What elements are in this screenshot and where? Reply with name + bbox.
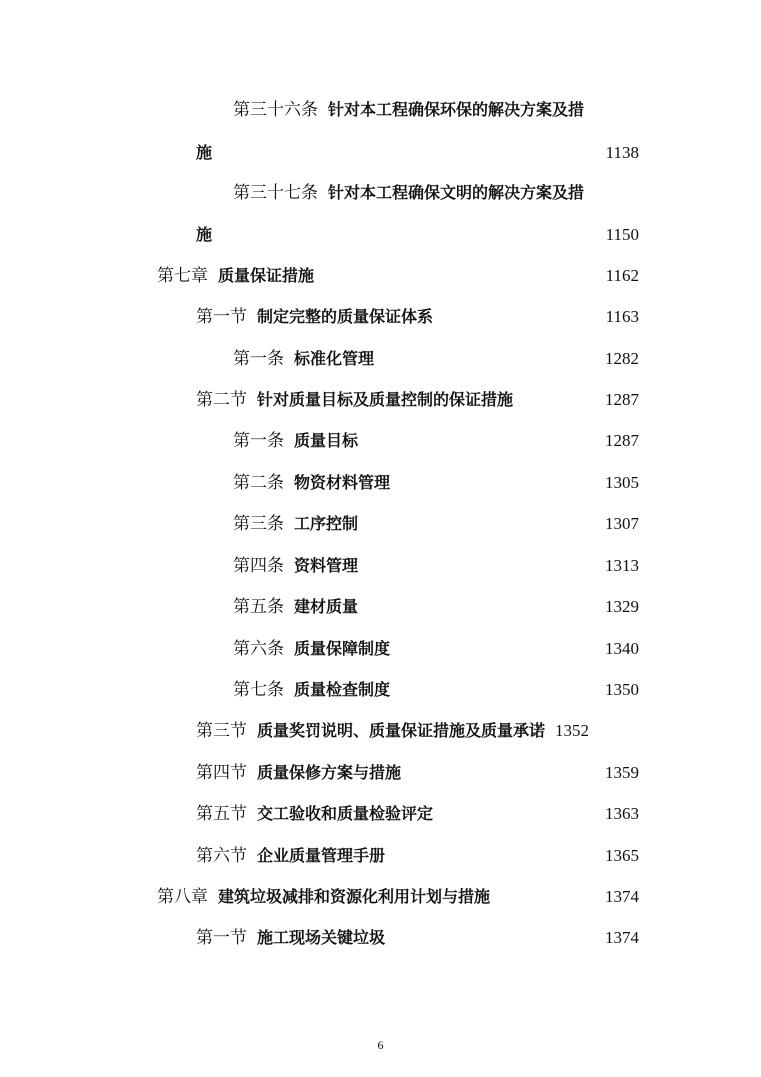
- toc-entry-title: 质量保证措施: [218, 266, 315, 285]
- toc-entry-page: 1150: [605, 225, 639, 244]
- toc-entry-label: 第四条: [233, 556, 284, 576]
- toc-entry[interactable]: [233, 636, 639, 662]
- toc-entry-title-cont: 施: [196, 143, 213, 162]
- toc-entry-page: 1313: [605, 556, 639, 575]
- toc-entry[interactable]: [157, 263, 639, 289]
- toc-entry[interactable]: [196, 925, 639, 951]
- toc-entry-label: 第五条: [233, 597, 284, 617]
- toc-entry-label: 第二条: [233, 473, 284, 493]
- toc-entry-page: 1329: [605, 597, 639, 616]
- toc-entry-title: 企业质量管理手册: [257, 846, 386, 865]
- toc-entry-title: 质量保障制度: [294, 639, 391, 658]
- toc-entry-page: 1305: [605, 473, 639, 492]
- toc-entry[interactable]: [196, 801, 639, 827]
- toc-entry[interactable]: [157, 884, 639, 910]
- toc-entry-label: 第七条: [233, 680, 284, 700]
- toc-entry-label: 第三条: [233, 514, 284, 534]
- toc-entry-page: 1363: [605, 804, 639, 823]
- toc-entry-label: 第六节: [196, 846, 247, 866]
- toc-entry-label: 第八章: [157, 887, 208, 907]
- toc-entry[interactable]: [196, 387, 639, 413]
- toc-entry-label: 第六条: [233, 639, 284, 659]
- toc-entry-title: 针对本工程确保环保的解决方案及措: [328, 100, 585, 119]
- toc-entry-page: 1352: [555, 721, 590, 740]
- toc-entry-page: 1365: [605, 846, 639, 865]
- toc-entry[interactable]: [233, 428, 639, 454]
- toc-entry-page: 1287: [605, 431, 639, 450]
- toc-entry-page: 1162: [605, 266, 639, 285]
- toc-entry-label: 第一节: [196, 307, 247, 327]
- toc-entry[interactable]: [233, 594, 639, 620]
- toc-entry-page: 1359: [605, 763, 639, 782]
- toc-entry-title: 工序控制: [294, 514, 359, 533]
- toc-entry-page: 1282: [605, 349, 639, 368]
- toc-entry-title: 质量目标: [294, 431, 359, 450]
- toc-entry[interactable]: [233, 346, 639, 372]
- toc-entry-title: 资料管理: [294, 556, 359, 575]
- toc-entry-label: 第一条: [233, 431, 284, 451]
- toc-entry[interactable]: [196, 760, 639, 786]
- toc-entry[interactable]: [233, 470, 639, 496]
- toc-entry-title: 制定完整的质量保证体系: [257, 307, 434, 326]
- toc-entry-label: 第一条: [233, 349, 284, 369]
- toc-entry-label: 第一节: [196, 928, 247, 948]
- toc-entry[interactable]: [196, 718, 639, 744]
- toc-entry[interactable]: [233, 180, 661, 206]
- toc-entry-label: 第二节: [196, 390, 247, 410]
- toc-entry-page: 1307: [605, 514, 639, 533]
- toc-entry[interactable]: [233, 553, 639, 579]
- toc-entry[interactable]: [196, 304, 639, 330]
- toc-entry-title: 交工验收和质量检验评定: [257, 804, 434, 823]
- toc-entry-title: 质量检查制度: [294, 680, 391, 699]
- page-number: 6: [377, 1038, 384, 1052]
- toc-entry-page: 1350: [605, 680, 639, 699]
- toc-entry-label: 第四节: [196, 763, 247, 783]
- toc-entry-label: 第七章: [157, 266, 208, 286]
- toc-entry-continuation[interactable]: [196, 140, 639, 166]
- toc-entry-continuation[interactable]: [196, 222, 639, 248]
- toc-entry-title: 建材质量: [294, 597, 359, 616]
- toc-entry-title: 质量保修方案与措施: [257, 763, 402, 782]
- toc-entry-page: 1287: [605, 390, 639, 409]
- toc-entry[interactable]: [233, 97, 661, 123]
- toc-entry-title: 质量奖罚说明、质量保证措施及质量承诺: [257, 721, 546, 740]
- toc-entry-title: 针对本工程确保文明的解决方案及措: [328, 183, 585, 202]
- toc-entry-page: 1374: [605, 928, 639, 947]
- toc-entry[interactable]: [233, 511, 639, 537]
- toc-entry-title: 标准化管理: [294, 349, 375, 368]
- toc-entry-page: 1163: [605, 307, 639, 326]
- toc-entry-page: 1340: [605, 639, 639, 658]
- toc-entry-title: 物资材料管理: [294, 473, 391, 492]
- toc-entry-title: 建筑垃圾减排和资源化利用计划与措施: [218, 887, 491, 906]
- toc-entry-title-cont: 施: [196, 225, 213, 244]
- toc-entry-label: 第三十七条: [233, 183, 318, 203]
- toc-entry-label: 第五节: [196, 804, 247, 824]
- toc-entry-page: 1138: [605, 143, 639, 162]
- toc-entry[interactable]: [233, 677, 639, 703]
- toc-entry-label: 第三十六条: [233, 100, 318, 120]
- toc-entry-label: 第三节: [196, 721, 247, 741]
- toc-entry-page: 1374: [605, 887, 639, 906]
- toc-entry-title: 施工现场关键垃圾: [257, 928, 386, 947]
- toc-entry[interactable]: [196, 843, 639, 869]
- toc-entry-title: 针对质量目标及质量控制的保证措施: [257, 390, 514, 409]
